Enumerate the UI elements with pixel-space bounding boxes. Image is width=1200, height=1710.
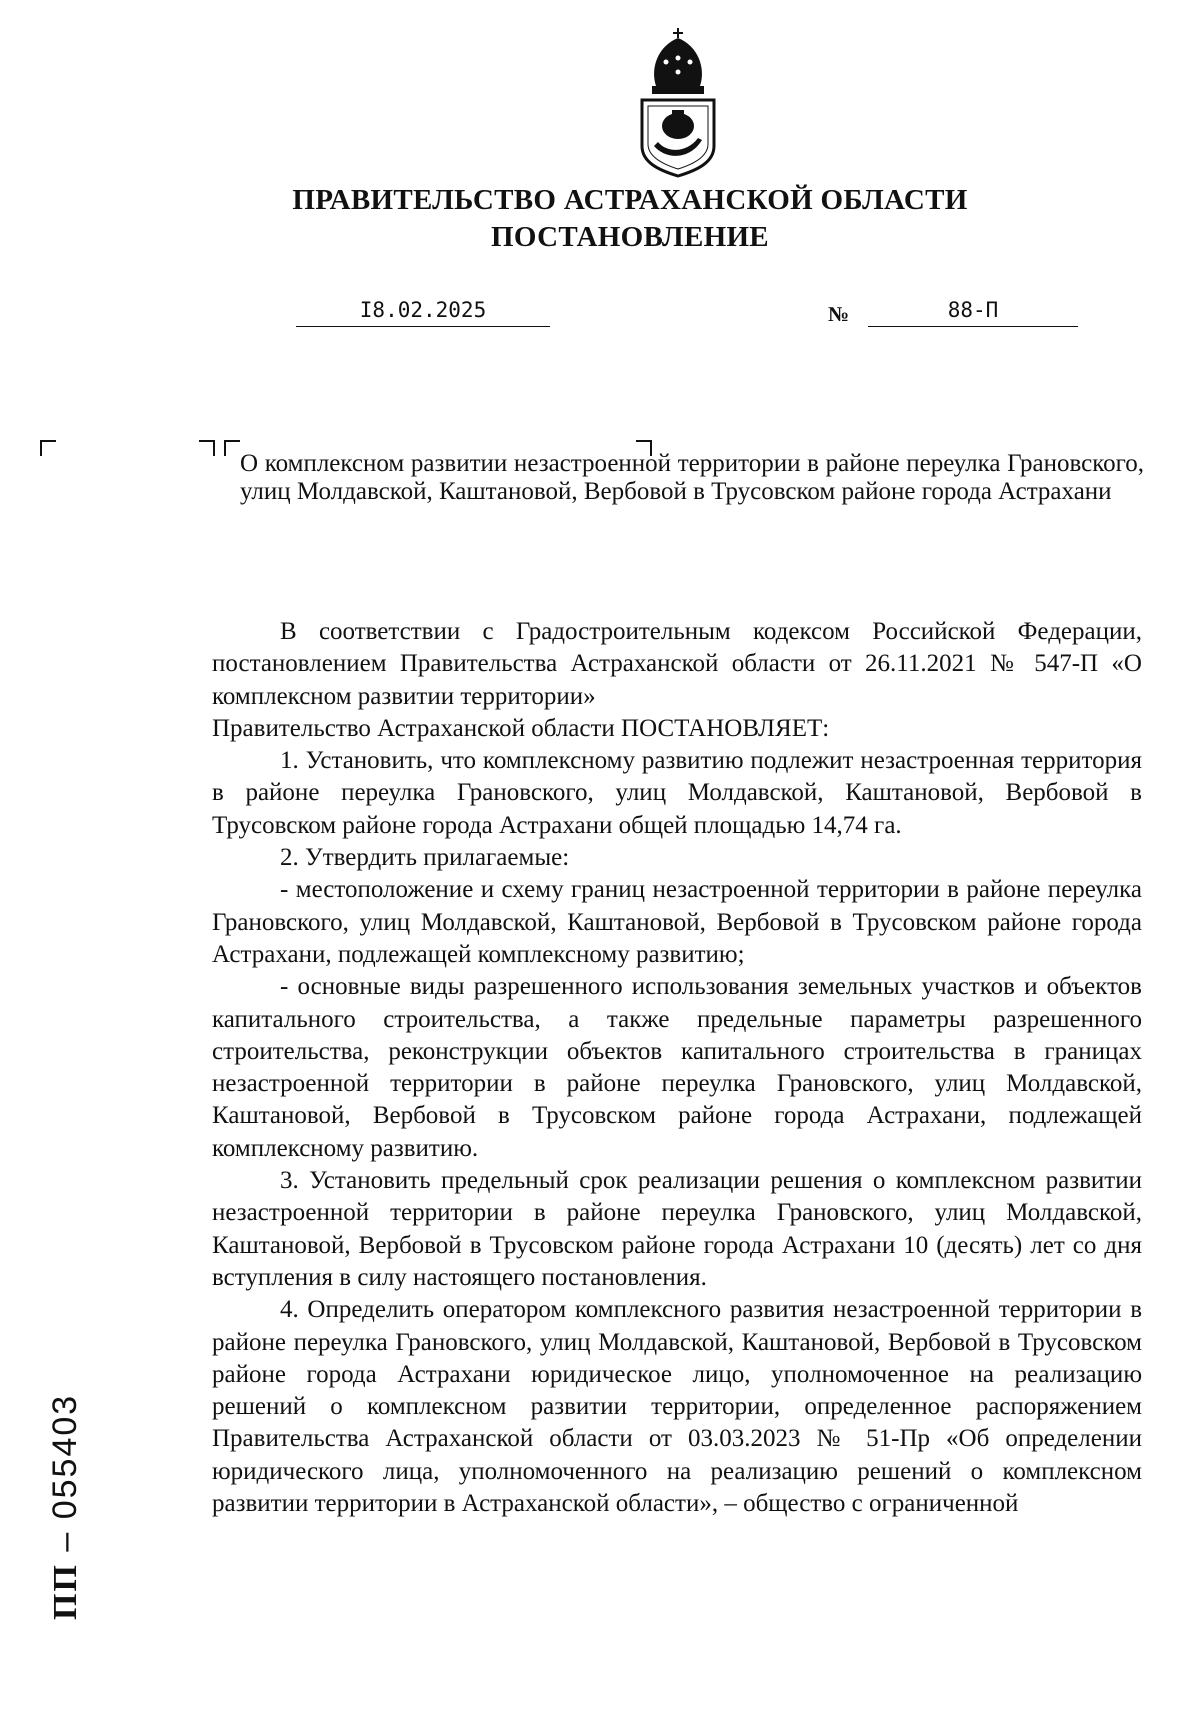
serial-number: 055403 [46, 1393, 84, 1520]
document-type-title: ПОСТАНОВЛЕНИЕ [491, 221, 769, 253]
clause-3: 3. Установить предельный срок реализации решения о комплексном развитии незастроенной территории в районе переулка Грановского, улиц Молдавской, Каштановой, Вербовой в Трусовском районе города Астрахани 10 (десять) лет со дня вступления в силу настоящего постановления. [212, 1167, 1142, 1291]
clause-2-item-location: - местоположение и схему границ незастроенной территории в районе переулка Грановского, улиц Молдавской, Каштановой, Вербовой в Трусовском районе города Астрахани, подлежащей комплексному развитию; [212, 876, 1142, 968]
coat-of-arms-emblem [636, 28, 720, 178]
corner-mark [40, 440, 56, 456]
decree-body [212, 616, 1142, 1520]
corner-mark [224, 440, 240, 456]
number-underline [868, 326, 1078, 327]
government-title: ПРАВИТЕЛЬСТВО АСТРАХАНСКОЙ ОБЛАСТИ [292, 184, 968, 216]
clause-1: 1. Установить, что комплексному развитию подлежит незастроенная территория в районе переулка Грановского, улиц Молдавской, Каштановой, Вербовой в Трусовском районе города Астрахани общей площадью 14,74 га. [212, 747, 1142, 839]
resolves-line: Правительство Астраханской области ПОСТАНОВЛЯЕТ: [212, 714, 830, 742]
preamble-paragraph: В соответствии с Градостроительным кодексом Российской Федерации, постановлением Правительства Астраханской области от 26.11.2021 № 547-П «О комплексном развитии территории» [212, 618, 1142, 710]
serial-stamp [46, 1394, 85, 1620]
corner-mark [199, 440, 215, 456]
clause-4: 4. Определить оператором комплексного развития незастроенной территории в районе переулка Грановского, улиц Молдавской, Каштановой, Вербовой в Трусовском районе города Астрахани юридическое лицо, уполномоченное на реализацию решений о комплексном развитии территории, определенное распоряжением Правительства Астраханской области от 03.03.2023 № 51-Пр «Об определении юридического лица, уполномоченного на реализацию решений о комплексном развитии территории в Астраханской области», – общество с ограниченной [212, 1296, 1142, 1518]
decree-number: 88-П [947, 298, 999, 322]
clause-2: 2. Утвердить прилагаемые: [280, 844, 570, 872]
serial-separator: – [46, 1519, 84, 1564]
number-sign: № [828, 302, 850, 326]
decree-subject: О комплексном развитии незастроенной территории в районе переулка Грановского, улиц Молдавской, Каштановой, Вербовой в Трусовском районе города Астрахани [240, 450, 1144, 505]
date-underline [296, 326, 550, 327]
decree-date: I8.02.2025 [359, 298, 487, 322]
serial-letters: ПП [47, 1563, 84, 1620]
clause-2-item-usage: - основные виды разрешенного использования земельных участков и объектов капитального строительства, а также предельные параметры разрешенного строительства, реконструкции объектов капитального строительства в границах незастроенной территории в районе переулка Грановского, улиц Молдавской, Каштановой, Вербовой в Трусовском районе города Астрахани, подлежащей комплексному развитию. [212, 973, 1142, 1162]
